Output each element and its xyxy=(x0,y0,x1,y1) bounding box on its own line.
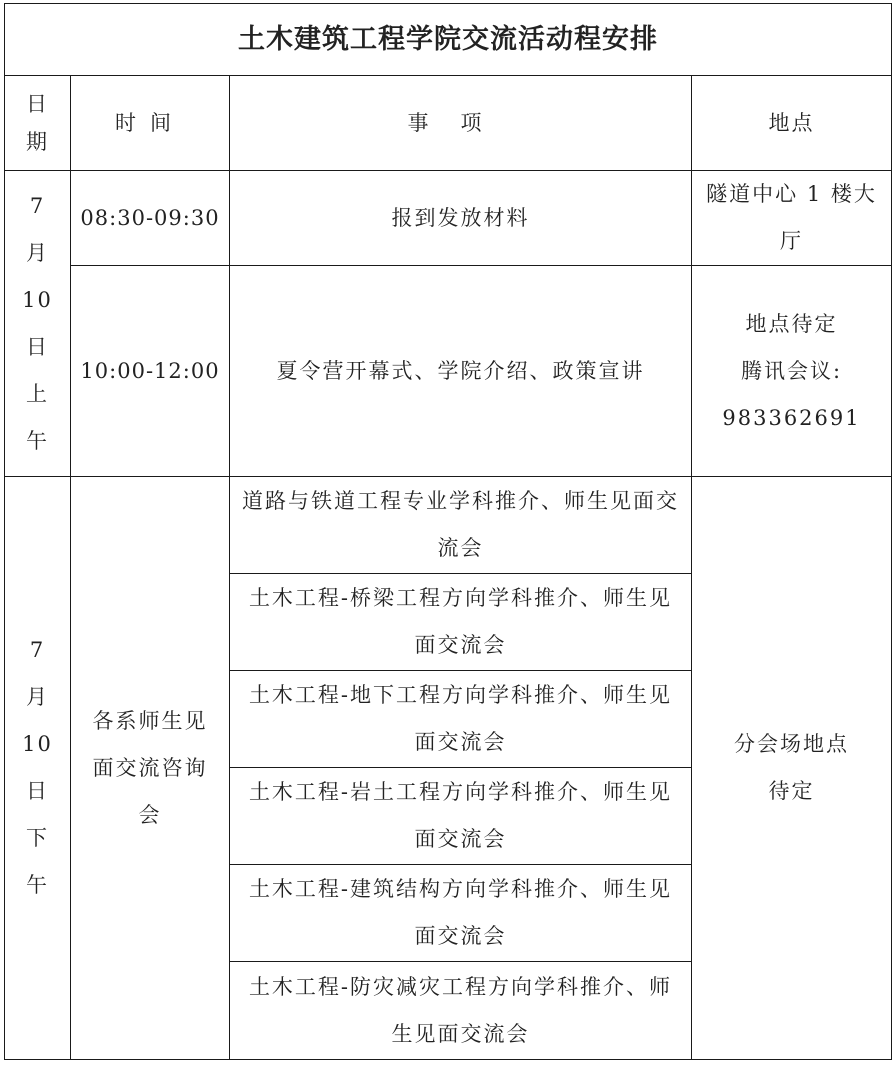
morning-place-2-line: 腾讯会议: xyxy=(740,358,843,383)
afternoon-place-cell xyxy=(692,477,892,1060)
afternoon-time-line: 面交流咨询 xyxy=(92,755,208,780)
schedule-title: 土木建筑工程学院交流活动程安排 xyxy=(5,4,892,76)
afternoon-session xyxy=(230,865,692,962)
afternoon-row-1 xyxy=(5,477,892,574)
morning-date-char: 月 xyxy=(26,240,49,265)
morning-row-2 xyxy=(5,266,892,477)
afternoon-date-char: 10 xyxy=(22,732,53,756)
session-text: 土木工程-建筑结构方向学科推介、师生见面交流会 xyxy=(248,877,673,948)
session-text: 土木工程-岩土工程方向学科推介、师生见面交流会 xyxy=(248,780,673,851)
afternoon-session xyxy=(230,671,692,768)
afternoon-date-char: 月 xyxy=(26,685,49,709)
morning-place-2-line: 983362691 xyxy=(722,405,861,430)
afternoon-session xyxy=(230,574,692,671)
morning-item-1: 报到发放材料 xyxy=(230,171,692,266)
afternoon-date-char: 日 xyxy=(26,779,49,803)
afternoon-time-cell xyxy=(71,477,230,1060)
morning-row-1 xyxy=(5,171,892,266)
session-text: 土木工程-防灾减灾工程方向学科推介、师生见面交流会 xyxy=(248,974,673,1046)
header-time xyxy=(71,76,230,171)
afternoon-date-cell xyxy=(5,477,71,1060)
header-row xyxy=(5,76,892,171)
afternoon-date-char: 午 xyxy=(26,873,49,897)
header-place xyxy=(692,76,892,171)
header-item-text: 事项 xyxy=(407,110,514,135)
afternoon-place-line: 待定 xyxy=(768,779,815,803)
session-text: 道路与铁道工程专业学科推介、师生见面交流会 xyxy=(242,489,679,560)
morning-date-char: 7 xyxy=(29,193,46,218)
morning-time-2: 10:00-12:00 xyxy=(71,266,230,477)
afternoon-session xyxy=(230,768,692,865)
morning-place-1-line: 厅 xyxy=(780,229,803,253)
morning-item-2: 夏令营开幕式、学院介绍、政策宣讲 xyxy=(230,266,692,477)
header-date xyxy=(5,76,71,171)
header-place-text: 地点 xyxy=(768,110,815,135)
afternoon-session xyxy=(230,962,692,1060)
session-text: 土木工程-地下工程方向学科推介、师生见面交流会 xyxy=(248,683,673,754)
session-text: 土木工程-桥梁工程方向学科推介、师生见面交流会 xyxy=(248,586,673,657)
schedule-table xyxy=(4,3,892,1060)
title-row xyxy=(5,4,892,76)
header-time-text: 时间 xyxy=(115,110,185,135)
morning-place-1 xyxy=(692,171,892,266)
morning-place-1-line: 隧道中心 1 楼大 xyxy=(706,182,877,206)
afternoon-place-line: 分会场地点 xyxy=(734,732,849,756)
morning-time-1: 08:30-09:30 xyxy=(71,171,230,266)
afternoon-date-char: 下 xyxy=(26,826,49,850)
header-item xyxy=(230,76,692,171)
morning-date-char: 10 xyxy=(22,287,53,312)
afternoon-session xyxy=(230,477,692,574)
morning-date-char: 上 xyxy=(26,381,49,406)
morning-place-2-line: 地点待定 xyxy=(745,311,838,336)
afternoon-date-char: 7 xyxy=(29,638,46,662)
morning-place-2 xyxy=(692,266,892,477)
afternoon-time-line: 会 xyxy=(138,802,162,827)
morning-date-char: 日 xyxy=(26,334,49,359)
header-date-text: 日期 xyxy=(26,92,49,154)
morning-date-char: 午 xyxy=(26,428,49,453)
morning-date-cell xyxy=(5,171,71,477)
afternoon-time-line: 各系师生见 xyxy=(92,708,208,733)
